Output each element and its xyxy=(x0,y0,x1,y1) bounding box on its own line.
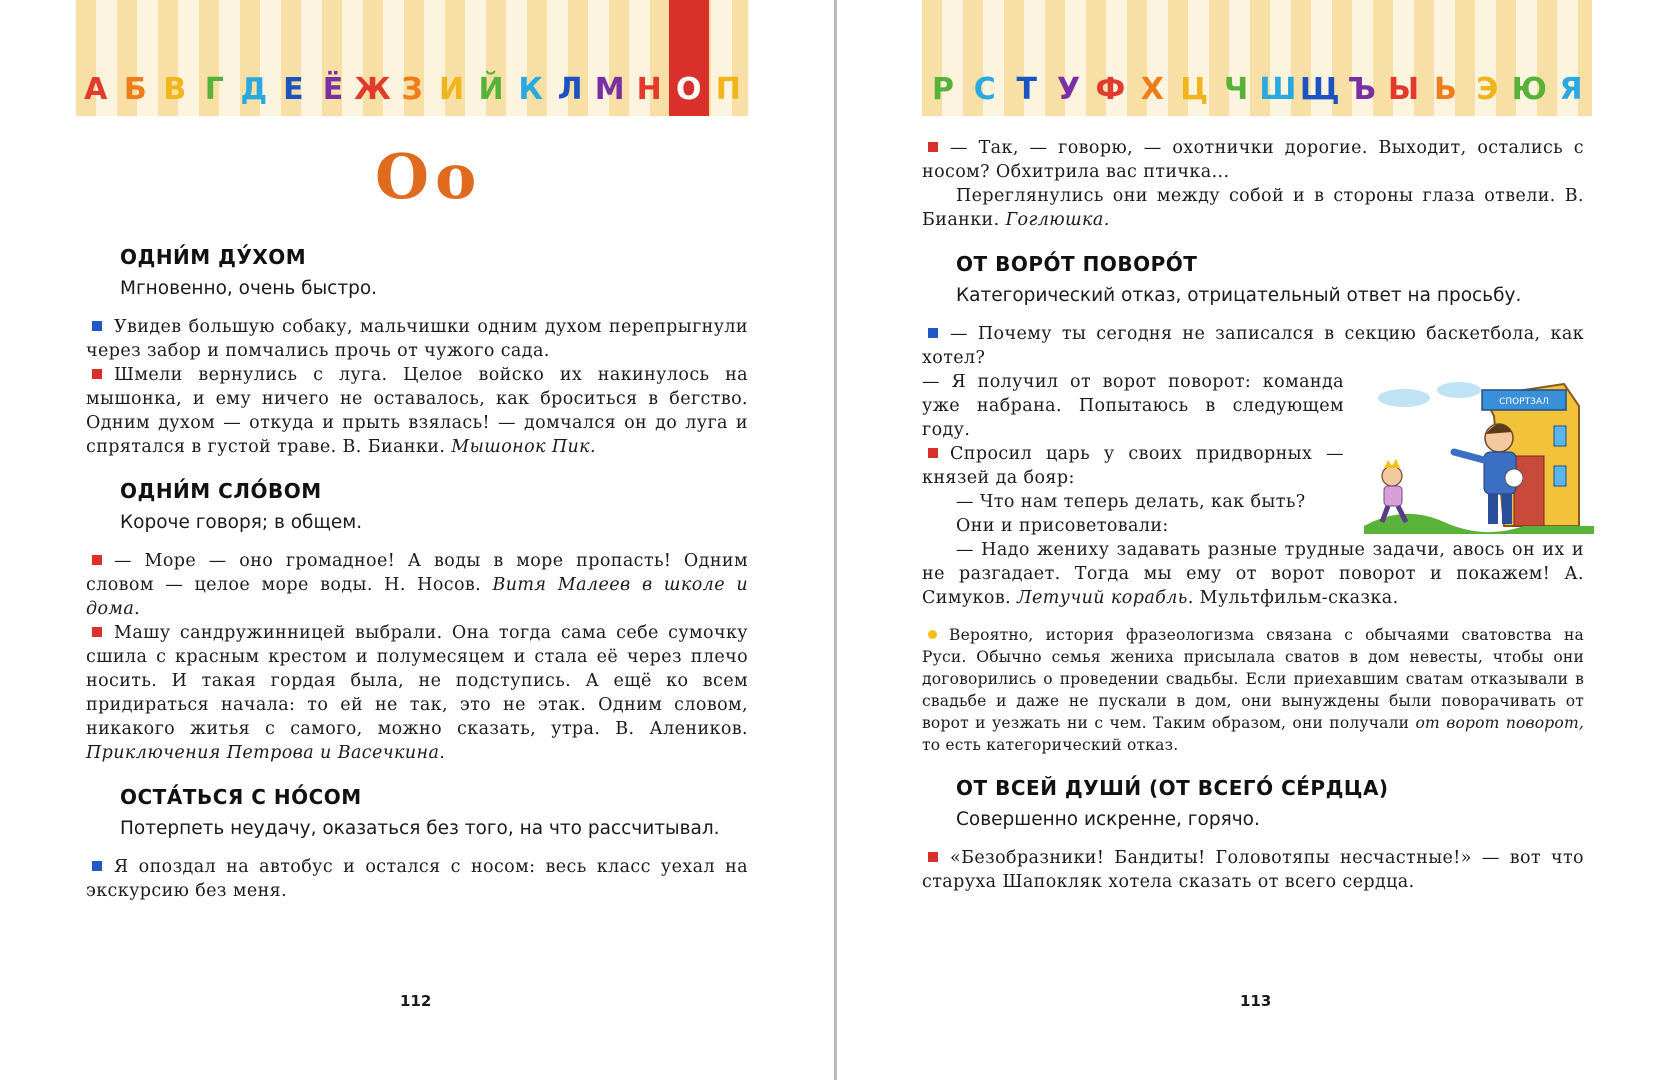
alphabet-letter: Ь xyxy=(1434,72,1457,107)
example-marker-red xyxy=(928,852,938,862)
alphabet-letter: Й xyxy=(478,72,504,107)
alphabet-letter: В xyxy=(163,72,187,107)
alphabet-letter: Ш xyxy=(1259,72,1297,107)
alphabet-letter: Ц xyxy=(1180,72,1209,107)
example-source: Витя Малеев в школе и дома. xyxy=(86,575,748,619)
right-content xyxy=(922,136,1584,894)
alphabet-letter: С xyxy=(973,72,996,107)
alphabet-letter: О xyxy=(669,0,709,116)
alphabet-letter: Т xyxy=(1016,72,1037,107)
small-boy-head-icon xyxy=(1382,466,1402,486)
entry-term: ОТ ВОРО́Т ПОВОРО́Т xyxy=(956,252,1198,276)
boy-leg-icon xyxy=(1488,494,1498,524)
example: Шмели вернулись с луга. Целое войско их накинулось на мышонка, и ему ничего не оставалось, как броситься в бегство. Одним духом — откуда и прыть взялась! — домчался он до луга и спрятался в густой траве. В. Бианки. Мышонок Пик. xyxy=(86,365,748,457)
example-line: Переглянулись они между собой и в стороны глаза отвели. В. Бианки. Гоглюшка. xyxy=(922,186,1584,230)
crown-icon xyxy=(1384,459,1400,468)
building-sign-text: СПОРТЗАЛ xyxy=(1499,397,1549,407)
alphabet-letter: И xyxy=(438,72,465,107)
alphabet-letter: Д xyxy=(240,72,268,107)
example-source: Мышонок Пик. xyxy=(451,437,596,457)
entry-definition: Совершенно искренне, горячо. xyxy=(956,809,1260,830)
alphabet-letter: Ю xyxy=(1511,72,1547,107)
example: — Море — оно громадное! А воды в море пропасть! Одним словом — целое море воды. Н. Носов. Витя Малеев в школе и дома. xyxy=(86,551,748,619)
entry-definition: Короче говоря; в общем. xyxy=(120,512,363,533)
example-marker-red xyxy=(928,448,938,458)
example-line: Они и присоветовали: xyxy=(956,516,1169,536)
alphabet-letter: Ч xyxy=(1223,72,1249,107)
alphabet-letter: Ё xyxy=(322,72,344,107)
example-marker-red xyxy=(92,369,102,379)
alphabet-letter: Ы xyxy=(1388,72,1420,107)
small-boy-shirt-icon xyxy=(1384,486,1402,506)
cloud-icon xyxy=(1437,382,1481,398)
entry-definition: Мгновенно, очень быстро. xyxy=(120,278,378,299)
window-icon xyxy=(1554,426,1566,446)
entry-term: ОДНИ́М СЛО́ВОМ xyxy=(120,479,322,503)
example-marker-red xyxy=(92,555,102,565)
alphabet-letter: Н xyxy=(636,72,662,107)
alphabet-strip-right xyxy=(922,0,1592,116)
entry-term: ОТ ВСЕЙ ДУШИ́ (ОТ ВСЕГО́ СЕ́РДЦА) xyxy=(956,776,1389,800)
example-line: — Надо жениху задавать разные трудные задачи, авось он их и не разгадает. Тогда мы ему от ворот поворот и покажем! А. Симуков. Летучий корабль. Мультфильм-сказка. xyxy=(922,540,1584,608)
alphabet-letter: М xyxy=(594,72,625,107)
note-marker-yellow xyxy=(928,630,937,639)
example-line: — Что нам теперь делать, как быть? xyxy=(956,492,1306,512)
alphabet-letter: Ж xyxy=(354,72,391,107)
example: — Так, — говорю, — охотнички дорогие. Выходит, остались с носом? Обхитрила вас птичка... xyxy=(922,138,1584,182)
alphabet-letter: Г xyxy=(204,72,224,107)
entry-definition: Категорический отказ, отрицательный ответ на просьбу. xyxy=(956,285,1522,306)
entry-term: ОСТА́ТЬСЯ С НО́СОМ xyxy=(120,785,362,809)
alphabet-letter: А xyxy=(84,72,108,107)
alphabet-letter: У xyxy=(1056,72,1081,107)
example: Я опоздал на автобус и остался с носом: весь класс уехал на экскурсию без меня. xyxy=(86,857,748,901)
example-marker-blue xyxy=(92,861,102,871)
ball-icon xyxy=(1505,469,1523,487)
example-source: Летучий корабль. xyxy=(1017,588,1194,608)
alphabet-strip-left xyxy=(76,0,748,116)
example: «Безобразники! Бандиты! Головотяпы несчастные!» — вот что старуха Шапокляк хотела сказать от всего сердца. xyxy=(922,848,1584,892)
alphabet-letter: Э xyxy=(1476,72,1499,107)
example: Увидев большую собаку, мальчишки одним духом перепрыгнули через забор и помчались прочь от чужого сада. xyxy=(86,317,748,361)
example: — Почему ты сегодня не записался в секцию баскетбола, как хотел? xyxy=(922,324,1584,368)
alphabet-letter: Я xyxy=(1559,72,1583,107)
example-line: — Я получил от ворот поворот: команда уже набрана. Попытаюсь в следующем году. xyxy=(922,372,1344,440)
alphabet-letter: Ъ xyxy=(1347,72,1376,107)
page-number: 113 xyxy=(1240,992,1272,1010)
page-number: 112 xyxy=(400,992,432,1010)
door-icon xyxy=(1514,456,1544,526)
alphabet-letter: Ф xyxy=(1095,72,1126,107)
example-source: Гоглюшка. xyxy=(1005,210,1110,230)
example-source: Приключения Петрова и Васечкина. xyxy=(86,743,446,763)
alphabet-letter: Р xyxy=(931,72,954,107)
example-marker-red xyxy=(92,627,102,637)
cloud-icon xyxy=(1378,389,1430,407)
alphabet-letter: П xyxy=(715,72,741,107)
book-spine xyxy=(834,0,837,1080)
right-page xyxy=(838,0,1662,1080)
example: Спросил царь у своих придворных — князей да бояр: xyxy=(922,444,1344,488)
alphabet-letter: Х xyxy=(1140,72,1164,107)
illustration-boy-at-sports-hall xyxy=(1364,376,1594,534)
alphabet-letter: З xyxy=(401,72,423,107)
alphabet-letter: К xyxy=(518,72,543,107)
alphabet-letter: Щ xyxy=(1299,72,1340,107)
alphabet-letter: Б xyxy=(123,72,147,107)
pointing-arm-icon xyxy=(1454,452,1484,460)
example: Машу сандружинницей выбрали. Она тогда сама себе сумочку сшила с красным крестом и полумесяцем и стала её через плечо носить. И такая гордая была, не подступись. А ещё ко всем придираться начала: то ей не так, это не этак. Одним словом, никакого житья с самого, можно сказать, утра. В. Алеников. Приключения Петрова и Васечкина. xyxy=(86,623,748,763)
example-marker-blue xyxy=(928,328,938,338)
alphabet-letter: Е xyxy=(283,72,304,107)
alphabet-letter: Л xyxy=(557,72,583,107)
example-marker-red xyxy=(928,142,938,152)
entry-definition: Потерпеть неудачу, оказаться без того, на что рассчитывал. xyxy=(120,818,720,839)
section-letter: Оо xyxy=(375,140,483,213)
left-content xyxy=(86,225,748,903)
example-marker-blue xyxy=(92,321,102,331)
etymology-note: Вероятно, история фразеологизма связана с обычаями сватовства на Руси. Обычно семья жениха присылала сватов в дом невесты, чтобы они договорились о проведении свадьбы. Если приехавшим сватам отказывали в свадьбе и даже не пускали в дом, они вынуждены были поворачивать от ворот и уезжать ни с чем. Таким образом, они получали от ворот поворот, то есть категорический отказ. xyxy=(922,626,1584,754)
window-icon xyxy=(1554,466,1566,486)
entry-term: ОДНИ́М ДУ́ХОМ xyxy=(120,245,307,269)
boy-leg-icon xyxy=(1502,494,1512,524)
